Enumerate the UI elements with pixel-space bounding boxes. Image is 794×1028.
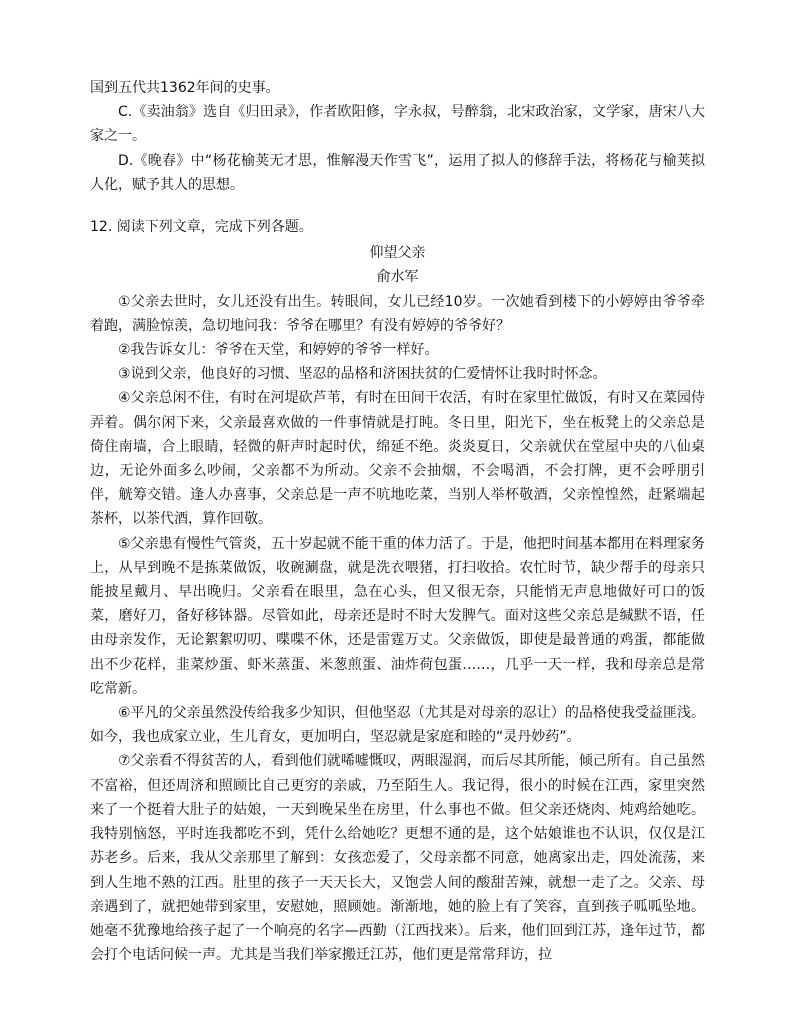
option-d: D.《晚春》中“杨花榆荚无才思，惟解漫天作雪飞”，运用了拟人的修辞手法，将杨花与榆荚拟人化，赋予其人的思想。 — [90, 152, 705, 193]
paragraph-7: ⑦父亲看不得贫苦的人，看到他们就唏嘘慨叹，两眼湿润，而后尽其所能，倾己所有。自己虽然不富裕，但还周济和照顾比自己更穷的亲戚，乃至陌生人。我记得，很小的时候在江西，家里突然来了一个挺着大肚子的姑娘，一天到晚呆坐在房里，什么事也不做。但父亲还烧肉、炖鸡给她吃。我特别恼怒，平时连我都吃不到，凭什么给她吃？更想不通的是，这个姑娘谁也不认识，仅仅是江苏老乡。后来，我从父亲那里了解到：女孩恋爱了，父母亲都不同意，她离家出走，四处流荡，来到人生地不熟的江西。肚里的孩子一天天长大，又饱尝人间的酸甜苦辣，就想一走了之。父亲、母亲遇到了，就把她带到家里，安慰她，照顾她。渐渐地，她的脸上有了笑容，直到孩子呱呱坠地。她毫不犹豫地给孩子起了一个响亮的名字—西勤（江西找来）。后来，他们回到江苏，逢年过节，都会打个电话问候一声。尤其是当我们举家搬迁江苏，他们更是常常拜访，拉 — [90, 753, 705, 964]
paragraph-4: ④父亲总闲不住，有时在河堤砍芦苇，有时在田间干农活，有时在家里忙做饭，有时又在菜园侍弄着。偶尔闲下来，父亲最喜欢做的一件事情就是打盹。冬日里，阳光下，坐在板凳上的父亲总是倚住南墙，合上眼睛，轻微的鼾声时起时伏，绵延不绝。炎炎夏日，父亲就伏在堂屋中央的八仙桌边，无论外面多么吵闹，父亲都不为所动。父亲不会抽烟，不会喝酒，不会打牌，更不会呼朋引伴，觥筹交错。逢人办喜事，父亲总是一声不吭地吃菜，当别人举杯敬酒，父亲惶惶然，赶紧端起茶杯，以茶代酒，算作回敬。 — [90, 390, 705, 528]
article-author: 俞水军 — [376, 269, 419, 286]
document-body — [90, 76, 705, 967]
previous-option-b-continuation: 国到五代共1362年间的史事。 — [90, 80, 280, 96]
paragraph-5: ⑤父亲患有慢性气管炎，五十岁起就不能干重的体力活了。于是，他把时间基本都用在料理家务上，从早到晚不是拣菜做饭，收碗涮盘，就是洗衣喂猪，打扫收拾。农忙时节，缺少帮手的母亲只能披星戴月、早出晚归。父亲看在眼里，急在心头，但又很无奈，只能悄无声息地做好可口的饭菜，磨好刀，备好移钵器。尽管如此，母亲还是时不时大发脾气。面对这些父亲总是缄默不语，任由母亲发作，无论絮絮叨叨、喋喋不休，还是雷霆万丈。父亲做饭，即使是最普通的鸡蛋，都能做出不少花样，韭菜炒蛋、虾米蒸蛋、米葱煎蛋、油炸荷包蛋……，几乎一天一样，我和母亲总是常吃常新。 — [90, 535, 705, 697]
paragraph-3: ③说到父亲，他良好的习惯、坚忍的品格和济困扶贫的仁爱情怀让我时时怀念。 — [118, 366, 607, 383]
paragraph-6: ⑥平凡的父亲虽然没传给我多少知识，但他坚忍（尤其是对母亲的忍让）的品格使我受益匪浅。如今，我也成家立业，生儿育女，更加明白，坚忍就是家庭和睦的“灵丹妙药”。 — [90, 705, 705, 746]
paragraph-2: ②我告诉女儿：爷爷在天堂，和婷婷的爷爷一样好。 — [118, 342, 439, 359]
question-prompt: 12. 阅读下列文章，完成下列各题。 — [90, 219, 313, 236]
article-title: 仰望父亲 — [369, 245, 426, 262]
paragraph-1: ①父亲去世时，女儿还没有出生。转眼间，女儿已经10岁。一次她看到楼下的小婷婷由爷爷牵着跑，满脸惊羡，急切地问我：爷爷在哪里？有没有婷婷的爷爷好？ — [90, 293, 705, 334]
option-c: C.《卖油翁》选自《归田录》，作者欧阳修，字永叔，号醉翁，北宋政治家，文学家，唐宋八大家之一。 — [90, 104, 705, 145]
